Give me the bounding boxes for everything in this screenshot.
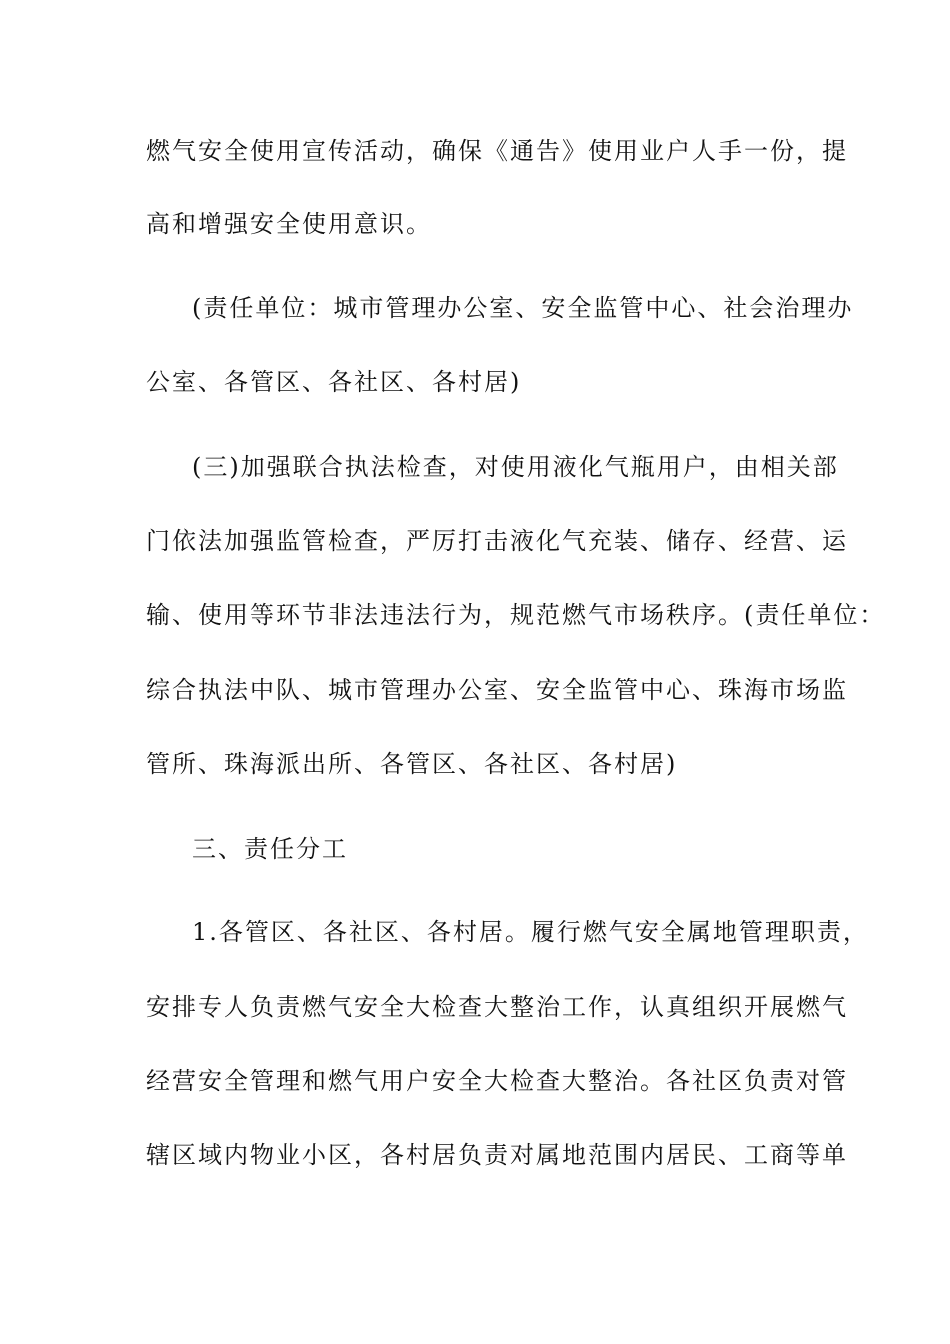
text-line: 燃气安全使用宣传活动，确保《通告》使用业户人手一份，提 xyxy=(146,137,848,165)
section-heading: 三、责任分工 xyxy=(192,835,348,863)
text-line: 综合执法中队、城市管理办公室、安全监管中心、珠海市场监 xyxy=(146,676,848,704)
text-line: 高和增强安全使用意识。 xyxy=(146,210,432,238)
text-line: (三)加强联合执法检查，对使用液化气瓶用户，由相关部 xyxy=(192,453,839,481)
text-line: 输、使用等环节非法违法行为，规范燃气市场秩序。(责任单位： xyxy=(146,601,886,629)
text-line: 辖区域内物业小区，各村居负责对属地范围内居民、工商等单 xyxy=(146,1141,848,1169)
text-line: 管所、珠海派出所、各管区、各社区、各村居) xyxy=(146,750,678,778)
text-line: 经营安全管理和燃气用户安全大检查大整治。各社区负责对管 xyxy=(146,1067,848,1095)
text-line: 安排专人负责燃气安全大检查大整治工作，认真组织开展燃气 xyxy=(146,993,848,1021)
text-line: (责任单位：城市管理办公室、安全监管中心、社会治理办 xyxy=(192,294,854,322)
text-line: 1.各管区、各社区、各村居。履行燃气安全属地管理职责， xyxy=(192,918,869,946)
text-line: 公室、各管区、各社区、各村居) xyxy=(146,368,522,396)
text-line: 门依法加强监管检查，严厉打击液化气充装、储存、经营、运 xyxy=(146,527,848,555)
